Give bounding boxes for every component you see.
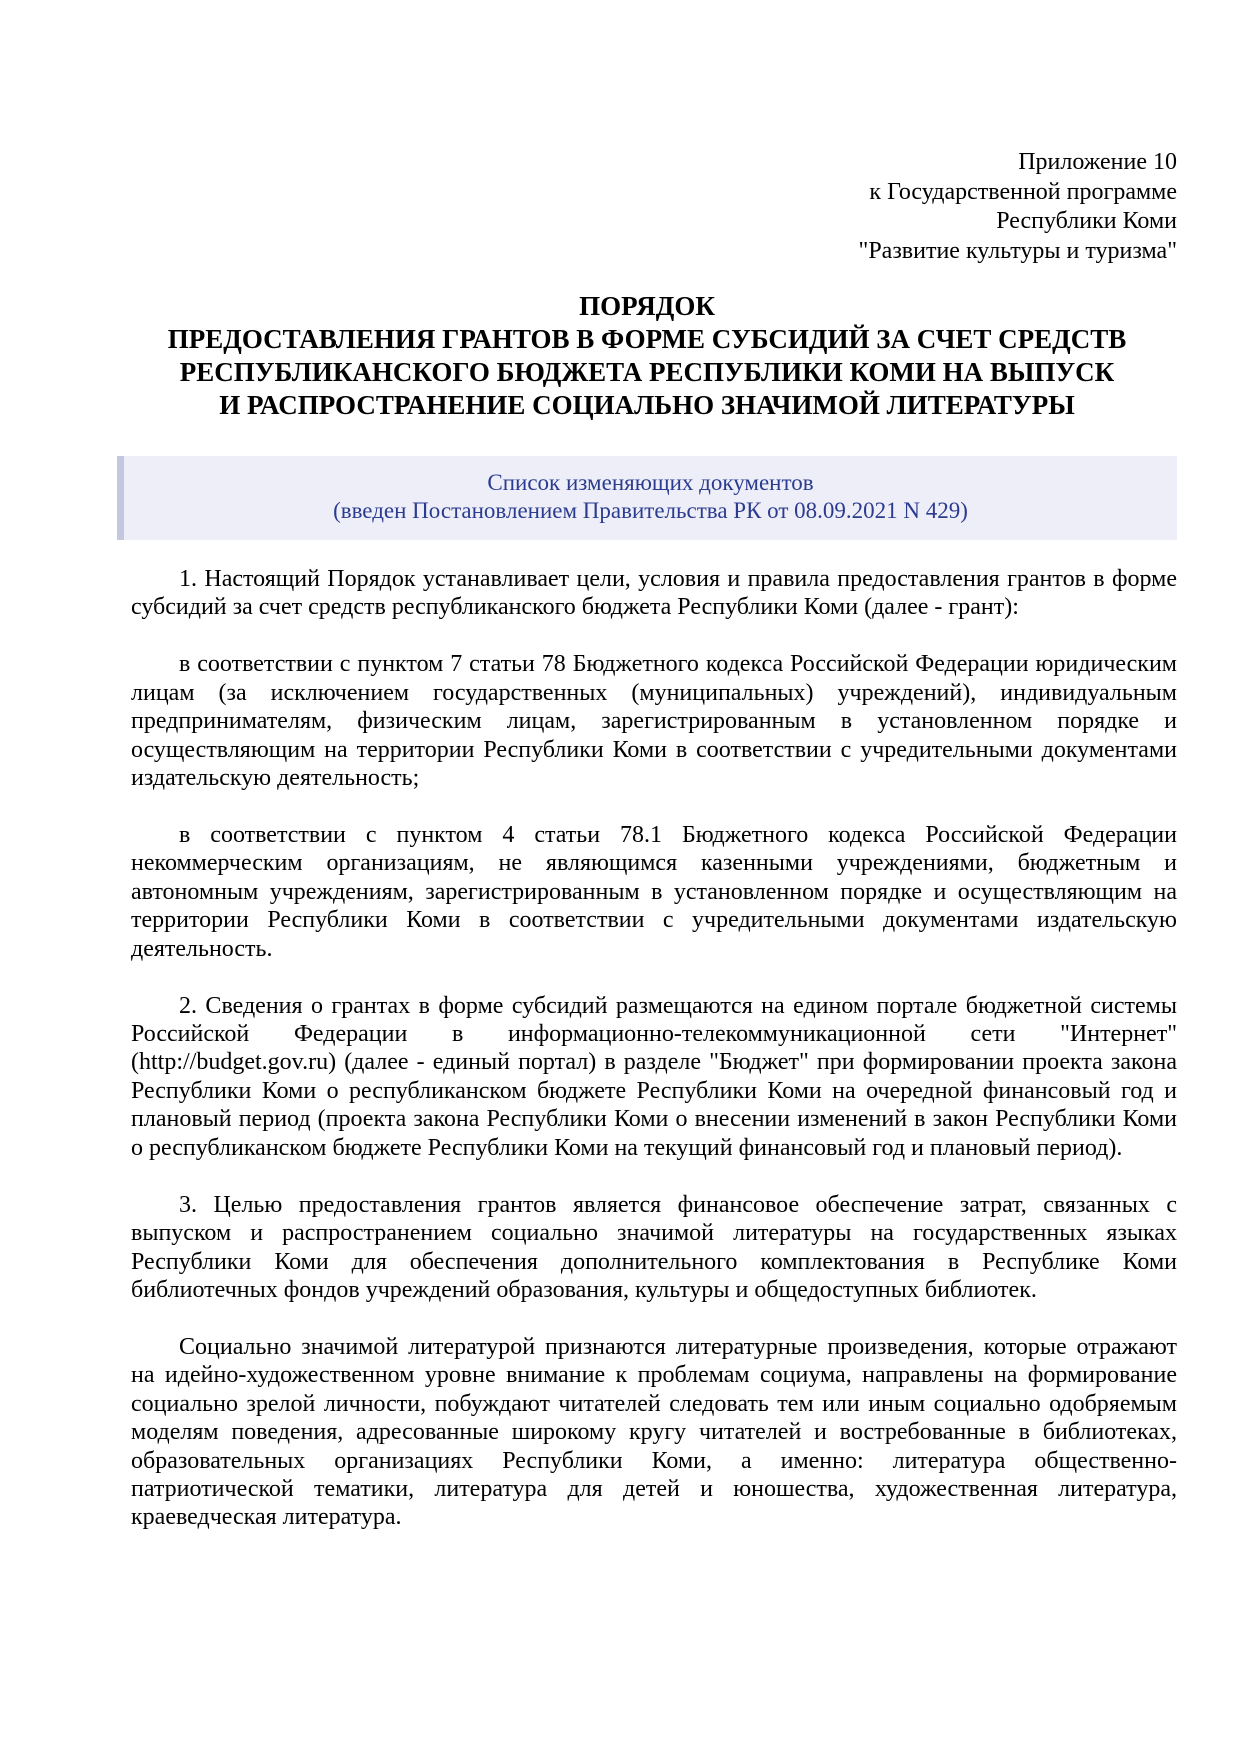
amending-documents-box [117, 456, 1177, 540]
paragraph-1: 1. Настоящий Порядок устанавливает цели, условия и правила предоставления грантов в форме субсидий за счет средств республиканского бюджета Республики Коми (далее - грант): [131, 566, 1177, 621]
paragraph-5: 3. Целью предоставления грантов является финансовое обеспечение затрат, связанных с выпуском и распространением социально значимой литературы на государственных языках Республики Коми для обеспечения дополнительного комплектования в Республике Коми библиотечных фондов учреждений образования, культуры и общедоступных библиотек. [131, 1191, 1177, 1303]
paragraph-4: 2. Сведения о грантах в форме субсидий размещаются на едином портале бюджетной системы Российской Федерации в информационно-телекоммуникационной сети "Интернет" (http://budget.gov.ru) (далее - единый портал) в разделе "Бюджет" при формировании проекта закона Республики Коми о республиканском бюджете Республики Коми на очередной финансовый год и плановый период (проекта закона Республики Коми о внесении изменений в закон Республики Коми о республиканском бюджете Республики Коми на текущий финансовый год и плановый период). [131, 992, 1177, 1161]
appendix-program: к Государственной программе [869, 178, 1177, 205]
document-title [117, 290, 1177, 422]
title-line-2: ПРЕДОСТАВЛЕНИЯ ГРАНТОВ В ФОРМЕ СУБСИДИЙ ЗА СЧЕТ СРЕДСТВ [167, 324, 1127, 354]
paragraph-3: в соответствии с пунктом 4 статьи 78.1 Бюджетного кодекса Российской Федерации некоммерческим организациям, не являющимся казенными учреждениями, бюджетным и автономным учреждениям, зарегистрированным в установленном порядке и осуществляющим на территории Республики Коми в соответствии с учредительными документами издательскую деятельность. [131, 822, 1177, 962]
paragraph-2: в соответствии с пунктом 7 статьи 78 Бюджетного кодекса Российской Федерации юридическим лицам (за исключением государственных (муниципальных) учреждений), индивидуальным предпринимателям, физическим лицам, зарегистрированным в установленном порядке и осуществляющим на территории Республики Коми в соответствии с учредительными документами издательскую деятельность; [131, 651, 1177, 792]
title-line-1: ПОРЯДОК [579, 291, 715, 321]
amending-documents-note: (введен Постановлением Правительства РК от 08.09.2021 N 429) [333, 498, 968, 523]
title-line-3: РЕСПУБЛИКАНСКОГО БЮДЖЕТА РЕСПУБЛИКИ КОМИ НА ВЫПУСК [179, 357, 1115, 387]
appendix-program-name: "Развитие культуры и туризма" [858, 237, 1177, 264]
appendix-number: Приложение 10 [1018, 149, 1177, 175]
appendix-reference [577, 148, 1177, 266]
title-line-4: И РАСПРОСТРАНЕНИЕ СОЦИАЛЬНО ЗНАЧИМОЙ ЛИТЕРАТУРЫ [219, 390, 1075, 420]
paragraph-6: Социально значимой литературой признаются литературные произведения, которые отражают на идейно-художественном уровне внимание к проблемам социума, направлены на формирование социально зрелой личности, побуждают читателей следовать тем или иным социально одобряемым моделям поведения, адресованные широкому кругу читателей и востребованные в библиотеках, образовательных организациях Республики Коми, а именно: литература общественно-патриотической тематики, литература для детей и юношества, художественная литература, краеведческая литература. [131, 1333, 1177, 1531]
document-body [131, 565, 1177, 1560]
appendix-region: Республики Коми [996, 208, 1177, 234]
amending-documents-heading: Список изменяющих документов [487, 470, 814, 495]
